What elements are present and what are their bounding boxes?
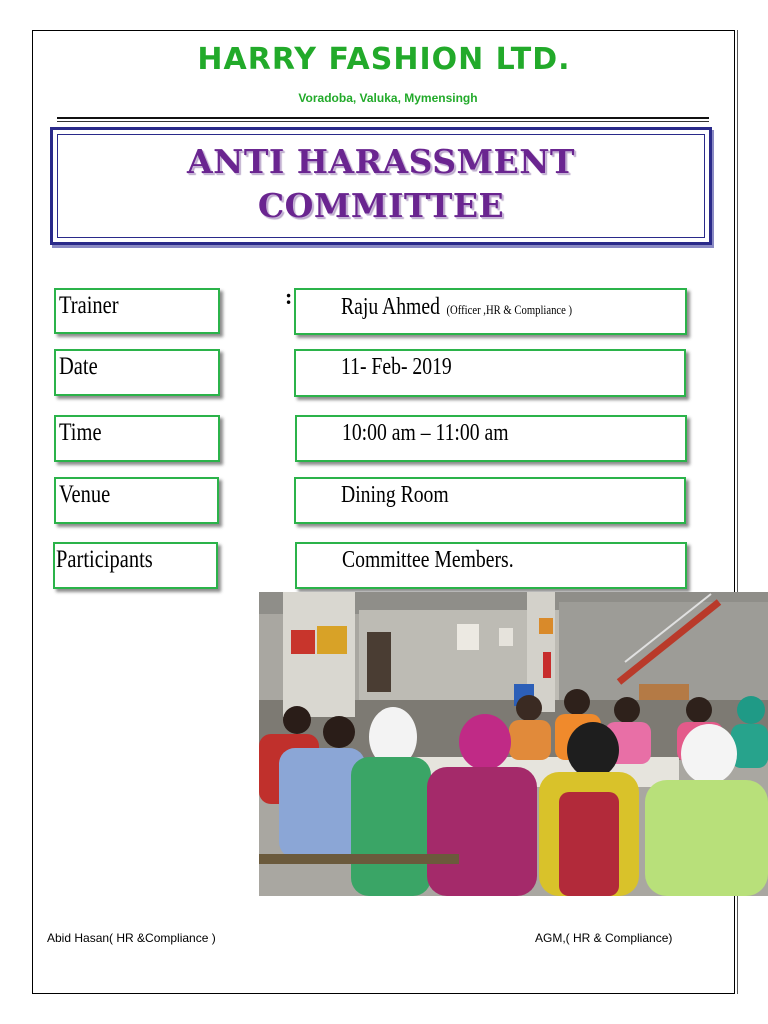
company-address: Voradoba, Valuka, Mymensingh: [298, 91, 478, 105]
trainer-label: Trainer: [59, 292, 119, 319]
header-divider-thin: [57, 121, 709, 122]
venue-label: Venue: [59, 481, 111, 508]
venue-value-box: [294, 477, 686, 524]
time-value: 10:00 am – 11:00 am: [342, 420, 509, 446]
photo-pillar-left: [283, 592, 355, 717]
time-label: Time: [59, 419, 102, 446]
photo-person-dress-10: [559, 792, 619, 896]
trainer-value-box: [294, 288, 687, 335]
photo-person-scarf-9: [459, 714, 511, 770]
participants-value: Committee Members.: [342, 547, 514, 573]
time-label-box: [54, 415, 220, 462]
training-session-photo: [259, 592, 768, 896]
photo-hazard-sign-left: [291, 630, 315, 654]
photo-person-head-1: [516, 695, 542, 721]
date-label: Date: [59, 353, 98, 380]
participants-value-box: [295, 542, 687, 589]
colon-mark: :: [285, 284, 293, 309]
title-banner: [50, 127, 712, 245]
trainer-value: [341, 294, 572, 321]
company-name: HARRY FASHION LTD.: [197, 42, 571, 77]
title-line-2: COMMITTEE: [257, 186, 505, 225]
photo-person-head-2: [564, 689, 590, 715]
participants-label-box: [53, 542, 218, 589]
date-value: 11- Feb- 2019: [341, 354, 452, 380]
photo-person-body-8: [351, 757, 431, 896]
date-label-box: [54, 349, 220, 396]
photo-poster-2: [499, 628, 513, 646]
photo-person-body-11: [645, 780, 768, 896]
date-value-box: [294, 349, 686, 397]
venue-value: Dining Room: [341, 482, 449, 508]
header-divider: [57, 117, 709, 119]
time-value-box: [295, 415, 687, 462]
photo-fire-extinguisher: [543, 652, 551, 678]
photo-person-scarf-11: [681, 724, 737, 784]
photo-person-body-5: [731, 724, 768, 768]
photo-person-scarf-10: [567, 722, 619, 778]
training-photo-illustration: [259, 592, 768, 896]
photo-hazard-sign-mid: [317, 626, 347, 654]
photo-doorway: [367, 632, 391, 692]
participants-label: Participants: [56, 546, 153, 573]
photo-person-head-5: [737, 696, 765, 724]
trainer-name: Raju Ahmed: [341, 294, 440, 320]
photo-bench: [259, 854, 459, 864]
trainer-title-note: (Officer ,HR & Compliance ): [446, 302, 573, 317]
venue-label-box: [54, 477, 219, 524]
photo-person-head-6: [283, 706, 311, 734]
photo-person-body-9: [427, 767, 537, 896]
photo-boxes: [639, 684, 689, 700]
signature-right: AGM,( HR & Compliance): [535, 931, 673, 945]
signature-left: Abid Hasan( HR &Compliance ): [47, 931, 216, 945]
photo-poster-1: [457, 624, 479, 650]
title-line-1: ANTI HARASSMENT: [187, 142, 575, 181]
photo-person-head-4: [686, 697, 712, 723]
trainer-label-box: [54, 288, 220, 334]
photo-person-body-1: [509, 720, 551, 760]
photo-person-head-3: [614, 697, 640, 723]
photo-small-sign: [539, 618, 553, 634]
photo-person-head-7: [323, 716, 355, 748]
